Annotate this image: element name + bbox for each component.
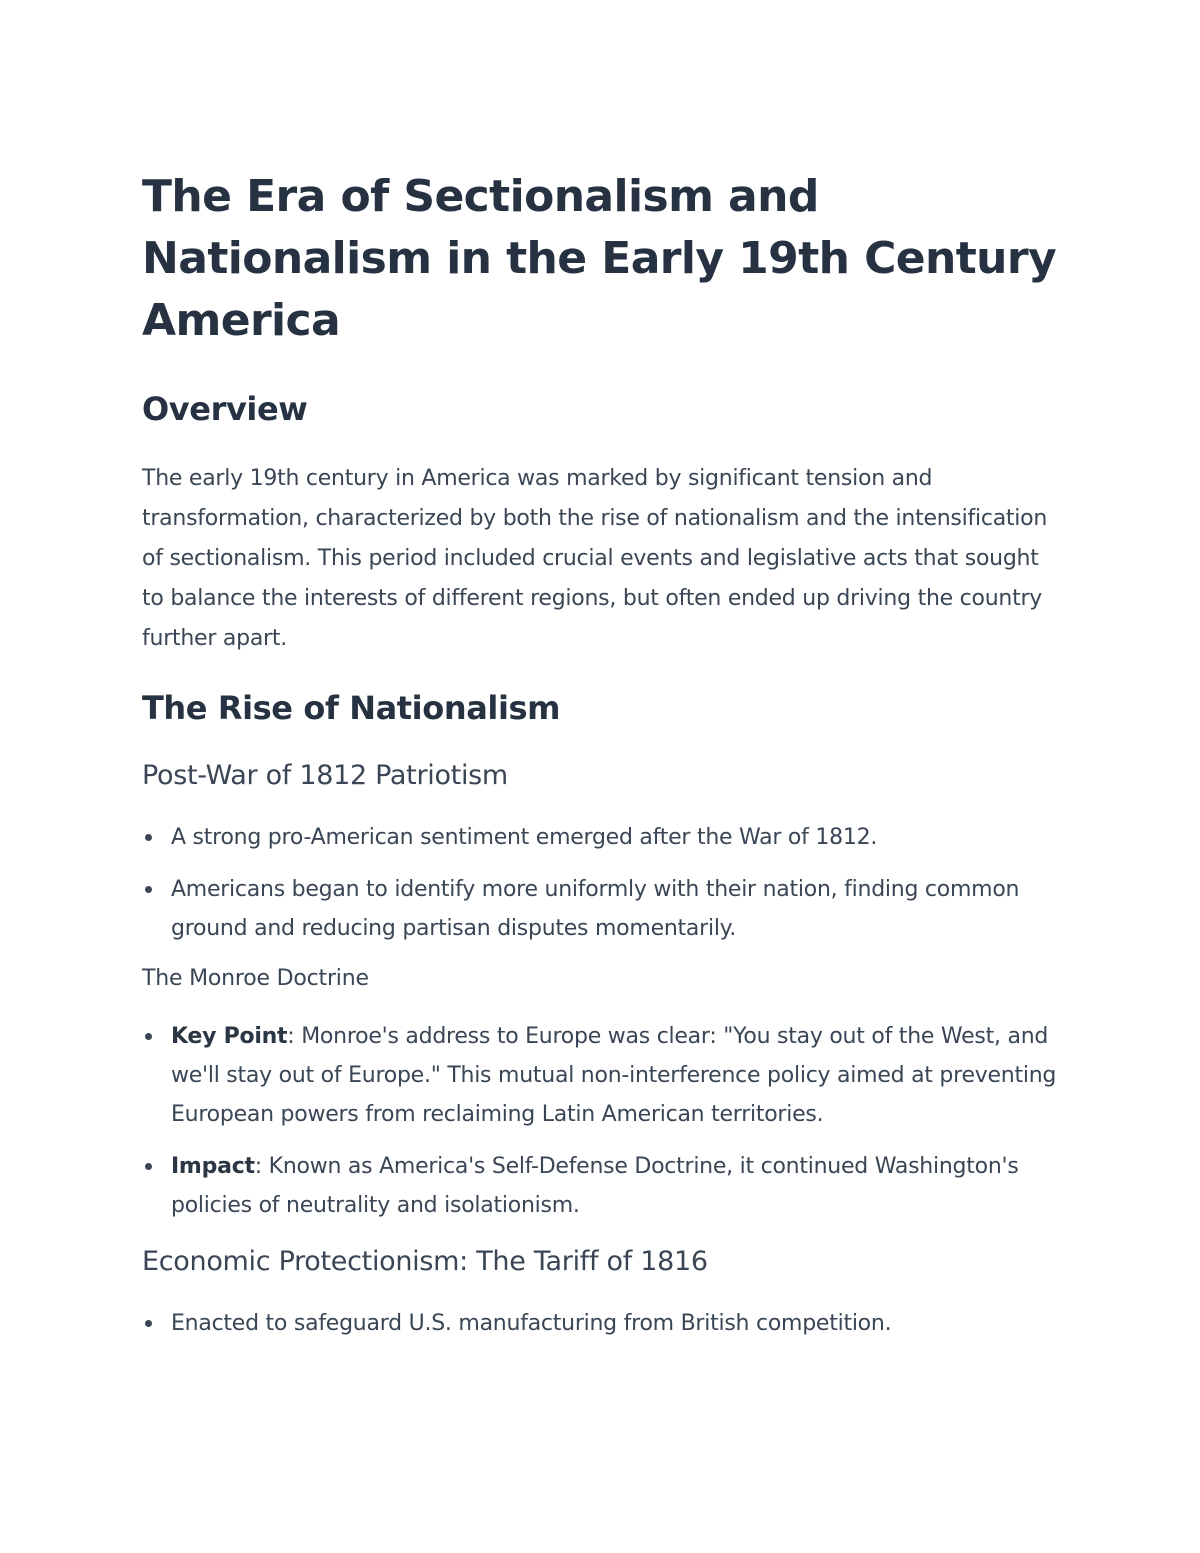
list-item xyxy=(142,1017,1062,1134)
tariff-heading: Economic Protectionism: The Tariff of 1816 xyxy=(142,1246,708,1277)
bullet-icon xyxy=(145,1320,152,1327)
rise-of-nationalism-heading: The Rise of Nationalism xyxy=(142,689,561,727)
list-item xyxy=(142,1147,1062,1225)
monroe-doctrine-heading: The Monroe Doctrine xyxy=(142,966,369,991)
list-item-label: Key Point xyxy=(171,1024,288,1049)
list-item-text: Enacted to safeguard U.S. manufacturing from British competition. xyxy=(171,1311,892,1336)
bullet-icon xyxy=(145,886,152,893)
list-item xyxy=(142,1304,1062,1343)
list-item-label: Impact xyxy=(171,1154,255,1179)
document-content xyxy=(142,166,1062,1343)
list-item xyxy=(142,870,1062,948)
tariff-list xyxy=(142,1304,1062,1343)
bullet-icon xyxy=(145,834,152,841)
document-title: The Era of Sectionalism and Nationalism in the Early 19th Century America xyxy=(142,171,1057,346)
overview-paragraph: The early 19th century in America was marked by significant tension and transformation, characterized by both the rise of nationalism and the intensification of sectionalism. This period included crucial events and legislative acts that sought to balance the interests of different regions, but often ended up driving the country further apart. xyxy=(142,466,1048,651)
overview-heading: Overview xyxy=(142,390,308,428)
bullet-icon xyxy=(145,1033,152,1040)
list-item-text: Americans began to identify more uniformly with their nation, finding common ground and reducing partisan disputes momentarily. xyxy=(171,877,1020,941)
list-item-text: : Monroe's address to Europe was clear: "You stay out of the West, and we'll stay out of Europe." This mutual non-interference policy aimed at preventing European powers from reclaiming Latin American territories. xyxy=(171,1024,1057,1127)
post-war-heading: Post-War of 1812 Patriotism xyxy=(142,760,508,791)
list-item-text: : Known as America's Self-Defense Doctrine, it continued Washington's policies of neutrality and isolationism. xyxy=(171,1154,1019,1218)
bullet-icon xyxy=(145,1163,152,1170)
post-war-list xyxy=(142,818,1062,948)
list-item xyxy=(142,818,1062,857)
monroe-doctrine-list xyxy=(142,1017,1062,1225)
list-item-text: A strong pro-American sentiment emerged after the War of 1812. xyxy=(171,825,878,850)
